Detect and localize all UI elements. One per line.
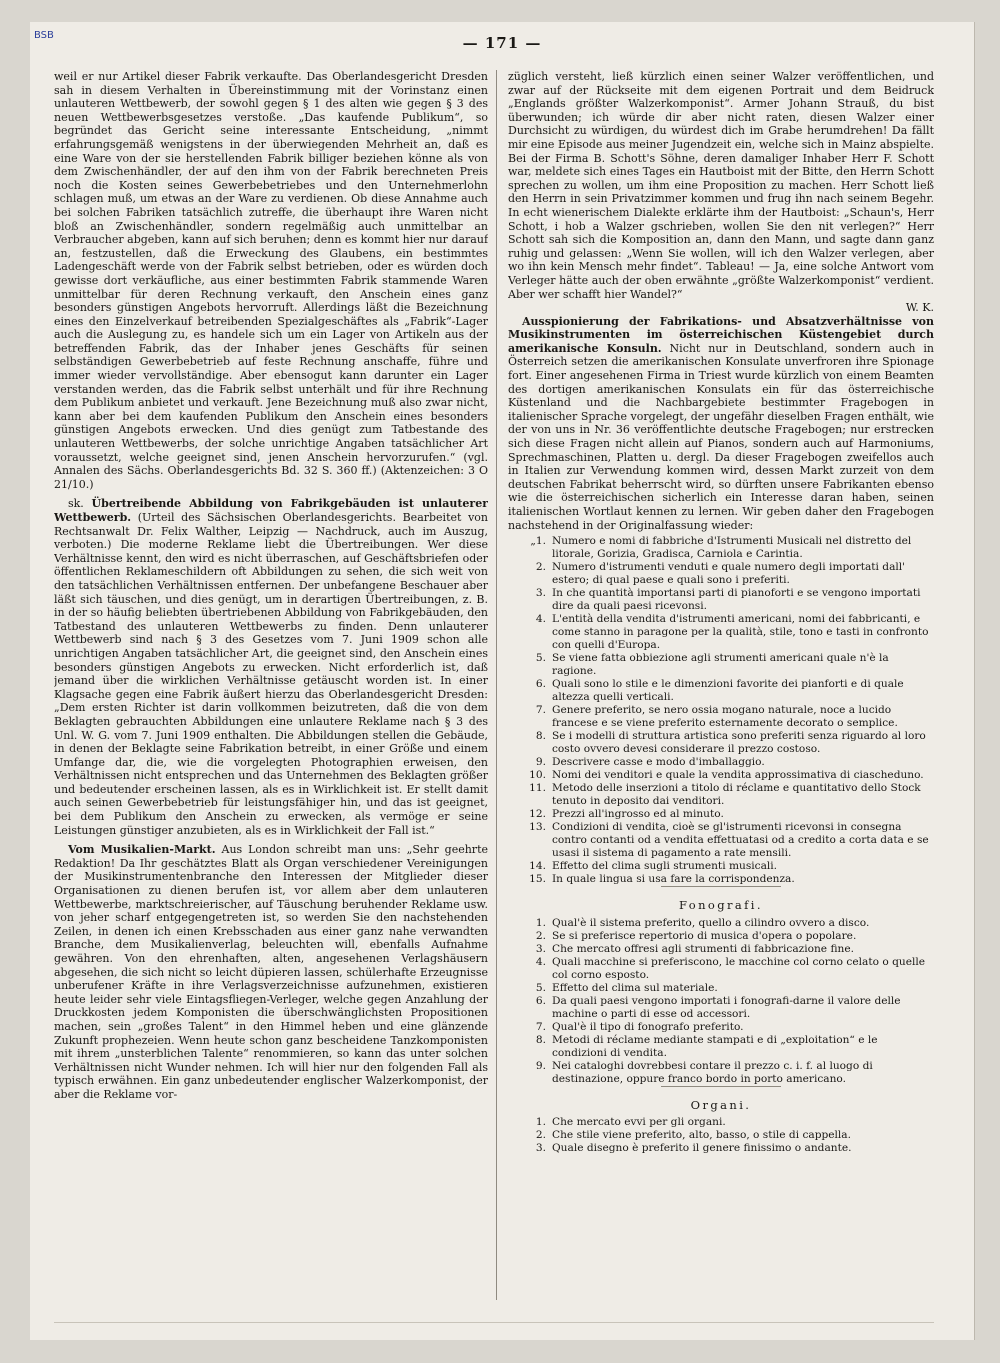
list-item: 12. Prezzi all'ingrosso ed al minuto. [529,808,724,821]
organi-list [508,1116,934,1155]
list-item: 14. Effetto del clima sugli strumenti musicali. [529,860,778,873]
list-item: 1. Qual'è il sistema preferito, quello a cilindro ovvero a disco. [535,916,870,929]
list-item: 6. Quali sono lo stile e le dimenzioni favorite dei pianforti e di quale altezza quelli verticali. [535,678,904,704]
list-item: 3. Quale disegno è preferito il genere finissimo o andante. [535,1142,852,1155]
left-column [54,70,488,1310]
page-number: — 171 — [462,34,542,52]
section-title-organi: Organi. [690,1097,752,1112]
article-ausspionierung [508,315,934,533]
list-item: 5. Effetto del clima sul materiale. [535,981,718,994]
article-prefix: sk. [68,497,84,511]
article-body: (Urteil des Sächsischen Oberlandesgerichts. Bearbeitet von Rechtsanwalt Dr. Felix Walther, Leipzig — Nachdruck, auch im Auszug, verboten.) Die moderne Reklame liebt die Übertreibungen. Wer diese Verhältnisse kennt, den wird es nicht überraschen, auf Geschäftsbriefen oder öffentlichen Reklameschildern oft Abbildungen zu sehen, die sich weit von den tatsächlichen Verhältnissen entfernen. Der unbefangene Beschauer aber läßt sich täuschen, und dies genügt, um in derartigen Übertreibungen, z. B. in der so häufig beliebten übertriebenen Abbildung von Fabrikgebäuden, den Tatbestand des unlauteren Wettbewerbs zu finden. Denn unlauterer Wettbewerb sind nach § 3 des Gesetzes vom 7. Juni 1909 schon alle unrichtigen Angaben tatsächlicher Art, die geeignet sind, den Anschein eines besonders günstigen Angebots zu erwecken. Nicht erforderlich ist, daß jemand über die wirklichen Verhältnisse getäuscht worden ist. In einer Klagsache gegen eine Fabrik äußert hierzu das Oberlandesgericht Dresden: „Dem ersten Richter ist darin vollkommen beizutreten, daß die von dem Beklagten gebrauchten Abbildungen eine unlautere Reklame nach § 3 des Unl. W. G. vom 7. Juni 1909 enthalten. Die Abbildungen stellen die Gebäude, in denen der Beklagte seine Fabrikation betreibt, in einer Größe und einem Umfange dar, die, wie die vorgelegten Photographien erweisen, den Verhältnissen nicht entsprechen und das Unternehmen des Beklagten größer und bedeutender erscheinen lassen, als es in Wirklichkeit ist. Er stellt damit auch seinen Gewerbebetrieb für leistungsfähiger hin, und das ist geeignet, bei dem Publikum den Anschein zu erwecken, als vermöge er seine Leistungen günstiger anzubieten, als es in Wirklichkeit der Fall ist.“ [54,511,488,837]
list-item: 3. In che quantità importansi parti di pianoforti e se vengono importati dire da quali paesi ricevonsi. [535,587,921,613]
list-item: 3. Che mercato offresi agli strumenti di fabbricazione fine. [535,942,854,955]
list-item: 1. Che mercato evvi per gli organi. [535,1116,726,1129]
author-signature: W. K. [905,301,934,315]
library-corner-mark: BSB [34,30,54,41]
right-column [508,70,934,1310]
section-title-fonografi: Fonografi. [679,898,763,913]
list-item: 6. Da quali paesi vengono importati i fonografi-darne il valore delle machine o parti di esse od accessori. [535,994,901,1020]
list-item: „1. Numero e nomi di fabbriche d'Istrumenti Musicali nel distretto del litorale, Gorizia, Gradisca, Carniola e Carintia. [530,535,912,561]
section-rule [661,1086,781,1087]
article-heading: Übertreibende Abbildung von Fabrikgebäuden ist unlauterer Wettbewerb. [54,497,488,524]
list-item: 11. Metodo delle inserzioni a titolo di réclame e quantitativo dello Stock tenuto in deposito dai venditori. [529,782,921,808]
list-item: 2. Numero d'istrumenti venduti e quale numero degli importati dall' estero; di qual paese e quali sono i preferiti. [535,561,906,587]
article-heading: Vom Musikalien-Markt. [68,843,216,857]
article-heading: Ausspionierung der Fabrikations- und Absatzverhältnisse von Musikinstrumenten im österreichischen Küstengebiet durch amerikanische Konsuln. [508,314,934,355]
questionnaire-list [508,535,934,886]
article-musikalien-markt [54,843,488,1101]
list-item: 4. L'entità della vendita d'istrumenti americani, nomi dei fabbricanti, e come stanno in paragone per la qualità, stile, tono e tasti in confronto con quelli d'Europa. [535,613,929,652]
column-divider [496,70,497,1300]
list-item: 4. Quali macchine si preferiscono, le macchine col corno celato o quelle col corno esposto. [535,955,926,981]
continuation-paragraph: züglich versteht, ließ kürzlich einen seiner Walzer veröffentlichen, und zwar auf der Rückseite mit dem eigenen Portrait und dem Beidruck „Englands größter Walzerkomponist“. Armer Johann Strauß, du bist überwunden; ich würde dir aber nicht raten, diesen Walzer einer Durchsicht zu würdigen, du würdest dich im Grabe herumdrehen! Da fällt mir eine Episode aus meiner Jugendzeit ein, welche sich in Mainz abspielte. Bei der Firma B. Schott's Söhne, deren damaliger Inhaber Herr F. Schott war, meldete sich eines Tages ein Hautboist mit der Bitte, den Herrn Schott sprechen zu wollen, um ihm eine Proposition zu machen. Herr Schott ließ den Herrn in sein Privatzimmer kommen und frug ihn nach seinem Begehr. In echt wienerischem Dialekte erklärte ihm der Hautboist: „Schaun's, Herr Schott, i hob a Walzer gschrieben, wollen Sie den nit verlegen?“ Herr Schott sah sich die Komposition an, dann den Mann, und sagte dann ganz ruhig und gelassen: „Wenn Sie wollen, will ich den Walzer verlegen, aber wo ihn kein Mensch mehr findet“. Tableau! — Ja, eine solche Antwort vom Verleger hätte auch der oben erwähnte „größte Walzerkomponist“ verdient. Aber wer schafft hier Wandel?“ [508,70,934,301]
list-item: 7. Genere preferito, se nero ossia mogano naturale, noce a lucido francese e se viene preferito esternamente decorato o semplice. [535,704,898,730]
list-item: 9. Descrivere casse e modo d'imballaggio. [535,756,765,769]
intro-paragraph: weil er nur Artikel dieser Fabrik verkaufte. Das Oberlandesgericht Dresden sah in diesem Verhalten in Übereinstimmung mit der Vorinstanz einen unlauteren Wettbewerb, der sowohl gegen § 1 des alten wie gegen § 3 des neuen Wettbewerbsgesetzes verstoße. „Das kaufende Publikum“, so begründet das Gericht seine interessante Entscheidung, „nimmt erfahrungsgemäß wenigstens in der überwiegenden Mehrheit an, daß es eine Ware von der sie herstellenden Fabrik billiger beziehen könne als von dem Zwischenhändler, der auf den ihm von der Fabrik berechneten Preis noch die Kosten seines Gewerbebetriebes und den Unternehmerlohn schlagen muß, um etwas an der Ware zu verdienen. Ob diese Annahme auch bei solchen Fabriken tatsächlich zutreffe, die überhaupt ihre Waren nicht bloß an Zwischenhändler, sondern regelmäßig auch unmittelbar an Verbraucher abgeben, kann auf sich beruhen; denn es kommt hier nur darauf an, festzustellen, daß die Erweckung des Glaubens, ein bestimmtes Ladengeschäft werde von der Fabrik selbst betrieben, oder es würden doch gewisse dort verkäufliche, aus einer bestimmten Fabrik stammende Waren unmittelbar für deren Rechnung verkauft, den Anschein eines ganz besonders günstigen Angebots hervorruft. Allerdings läßt die Bezeichnung eines den Einzelverkauf betreibenden Spezialgeschäftes als „Fabrik“-Lager auch die Auslegung zu, es handele sich um ein Lager von Artikeln aus der betreffenden Fabrik, das der Inhaber jenes Geschäfts für seinen selbständigen Gewerbebetrieb auf feste Rechnung anschaffe, führe und immer wieder vervollständige. Aber ebensogut kann darunter ein Lager verstanden werden, das die Fabrik selbst unterhält und für ihre Rechnung dem Publikum anbietet und verkauft. Jene Bezeichnung muß also zwar nicht, kann aber bei dem kaufenden Publikum den Anschein eines besonders günstigen Angebots erwecken. Und dies genügt zum Tatbestande des unlauteren Wettbewerbs, der solche unrichtige Angaben tatsächlicher Art voraussetzt, welche geeignet sind, jenen Anschein hervorzurufen.“ (vgl. Annalen des Sächs. Oberlandesgerichts Bd. 32 S. 360 ff.) (Aktenzeichen: 3 O 21/10.) [54,70,488,491]
page-bottom-rule [54,1322,934,1323]
list-item: 5. Se viene fatta obbiezione agli strumenti americani quale n'è la ragione. [535,652,889,678]
list-item: 13. Condizioni di vendita, cioè se gl'istrumenti ricevonsi in consegna contro contanti od a vendita effettuatasi od a credito a corta data e se usasi il sistema di pagamento a rate mensili. [529,821,929,860]
newspaper-page [30,22,975,1340]
list-item: 7. Qual'è il tipo di fonografo preferito. [535,1020,744,1033]
section-rule [661,886,781,887]
fonografi-list [508,917,934,1086]
list-item: 2. Che stile viene preferito, alto, basso, o stile di cappella. [535,1129,851,1142]
list-item: 8. Metodi di réclame mediante stampati e di „exploitation“ e le condizioni di vendita. [535,1033,878,1059]
list-item: 15. In quale lingua si usa fare la corrispondenza. [529,873,795,886]
list-item: 10. Nomi dei venditori e quale la vendita approssimativa di ciascheduno. [529,769,924,782]
list-item: 8. Se i modelli di struttura artistica sono preferiti senza riguardo al loro costo ovvero devesi considerare il prezzo costoso. [535,730,926,756]
article-fabrikgebaeude [54,497,488,837]
article-body: Nicht nur in Deutschland, sondern auch in Österreich setzen die amerikanischen Konsulate unverfroren ihre Spionage fort. Einer angesehenen Firma in Triest wurde kürzlich von einem Beamten des dortigen amerikanischen Konsulats ein für das österreichische Küstenland und die Nachbargebiete bestimmter Fragebogen in italienischer Sprache vorgelegt, der ungefähr dieselben Fragen enthält, wie der von uns in Nr. 36 veröffentlichte deutsche Fragebogen; nur erstrecken sich diese Fragen nicht allein auf Pianos, sondern auch auf Harmoniums, Sprechmaschinen, Platten u. dergl. Da dieser Fragebogen zweifellos auch in Italien zur Verwendung kommen wird, dessen Markt zurzeit von dem deutschen Fabrikat beherrscht wird, so dürften unsere Fabrikanten ebenso wie die österreichischen sicherlich ein Interesse daran haben, seinen italienischen Wortlaut kennen zu lernen. Wir geben daher den Fragebogen nachstehend in der Originalfassung wieder: [508,341,934,532]
list-item: 2. Se si preferisce repertorio di musica d'opera o popolare. [535,929,857,942]
article-body: Aus London schreibt man uns: „Sehr geehrte Redaktion! Da Ihr geschätztes Blatt als Organ verschiedener Vereinigungen der Musikinstrumentenbranche den Interessen der Mitglieder dieser Organisationen zu dienen berufen ist, vor allem aber dem unlauteren Wettbewerbe, marktschreierischer, auf Täuschung beruhender Reklame usw. von jeher scharf entgegengetreten ist, so werden Sie den nachstehenden Zeilen, in denen ich einen Krebsschaden aus einer ganz nahe verwandten Branche, dem Musikalienverlag, beleuchten will, ebenfalls Aufnahme gewähren. Von den ehrenhaften, alten, angesehenen Verlagshäusern abgesehen, die sich nicht so leicht düpieren lassen, schülerhafte Erzeugnisse unberufener Kräfte in ihre Verlagsverzeichnisse aufzunehmen, existieren heute leider sehr viele Eintagsfliegen-Verleger, welche gegen Anzahlung der Druckkosten jedem Komponisten die überschwänglichsten Propositionen machen, sein „großes Talent“ in den Himmel heben und eine glänzende Zukunft prophezeien. Wenn heute schon ganz bescheidene Tanzkomponisten mit ihrem „unsterblichen Talente“ renommieren, so kann das unter solchen Verhältnissen nicht Wunder nehmen. Ich will hier nur den folgenden Fall als typisch erwähnen. Ein ganz unbedeutender englischer Walzerkomponist, der aber die Reklame vor- [54,843,488,1101]
list-item: 9. Nei cataloghi dovrebbesi contare il prezzo c. i. f. al luogo di destinazione, oppure franco bordo in porto americano. [535,1059,873,1085]
